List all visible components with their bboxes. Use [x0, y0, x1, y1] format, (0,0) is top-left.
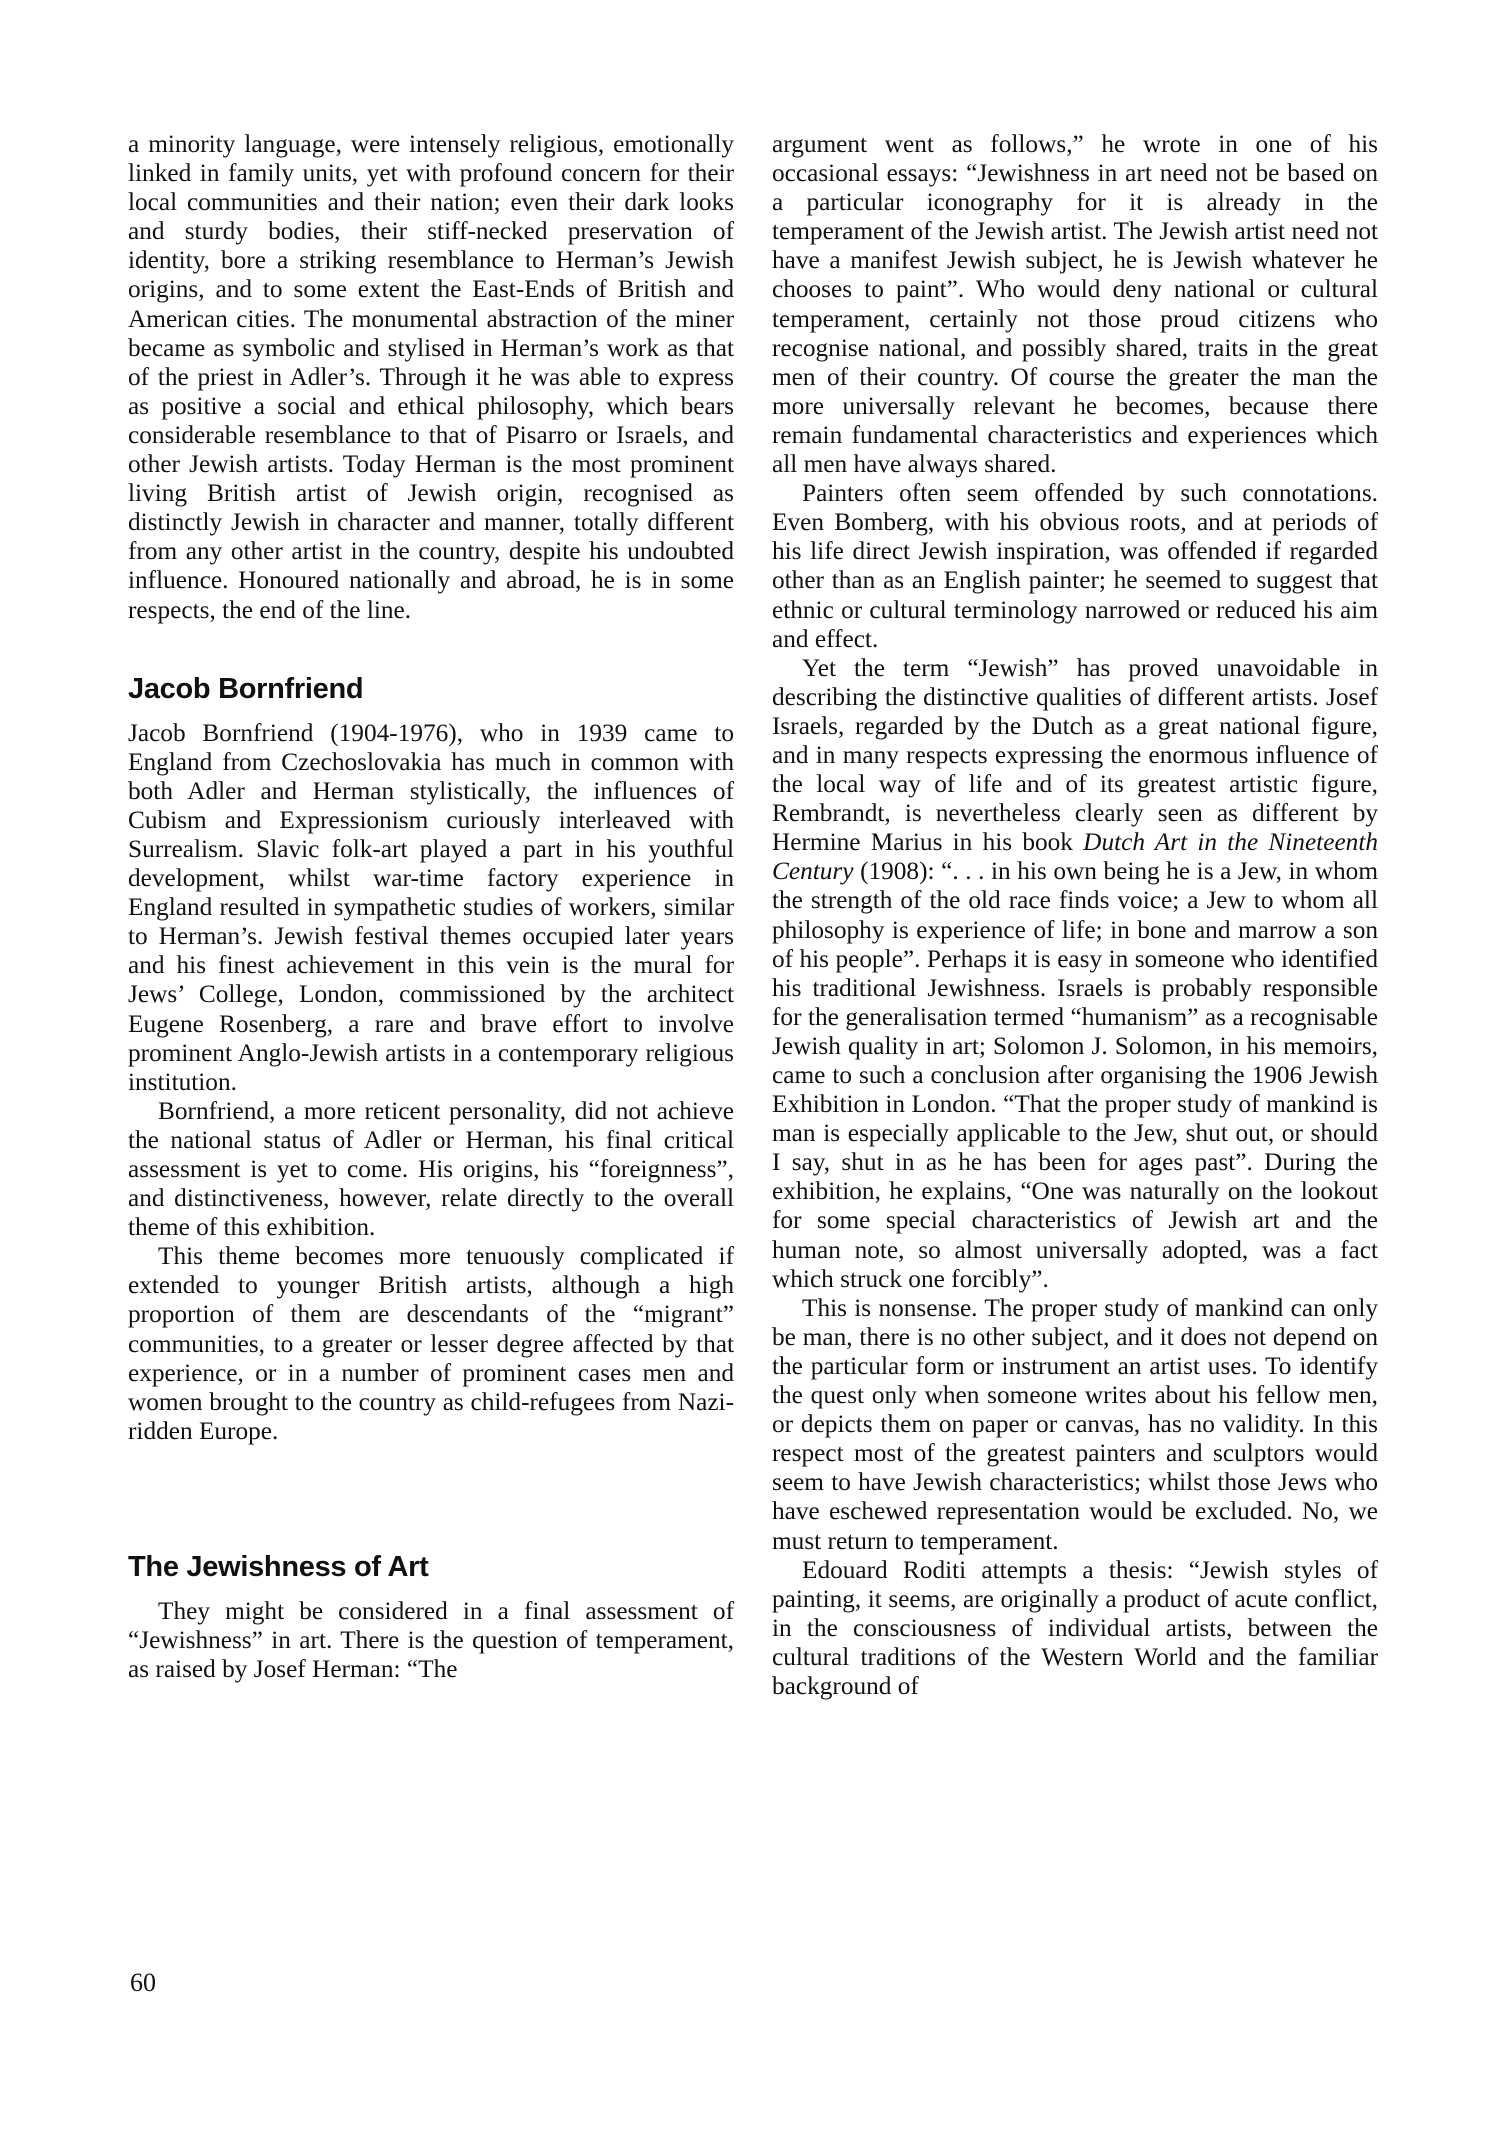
paragraph: a minority language, were intensely religious, emotionally linked in family units, yet with profound concern for their local communities and their nation; even their dark looks and sturdy bodies, their stiff-necked preservation of identity, bore a striking resemblance to Herman’s Jewish origins, and to some extent the East-Ends of British and American cities. The monumental abstraction of the miner became as symbolic and stylised in Herman’s work as that of the priest in Adler’s. Through it he was able to express as positive a social and ethical philosophy, which bears considerable resemblance to that of Pisarro or Israels, and other Jewish artists. Today Herman is the most prominent living British artist of Jewish origin, recognised as distinctly Jewish in character and manner, totally different from any other artist in the country, despite his undoubted influence. Honoured nationally and abroad, he is in some respects, the end of the line. — [128, 130, 734, 624]
right-column — [772, 130, 1378, 1701]
paragraph: Painters often seem offended by such connotations. Even Bomberg, with his obvious roots, and at periods of his life direct Jewish inspiration, was offended if regarded other than as an English painter; he seemed to suggest that ethnic or cultural terminology narrowed or reduced his aim and effect. — [772, 479, 1378, 653]
paragraph: This theme becomes more tenuously complicated if extended to younger British artists, although a high proportion of them are descendants of the “migrant” communities, to a greater or lesser degree affected by that experience, or in a number of prominent cases men and women brought to the country as child-refugees from Nazi-ridden Europe. — [128, 1242, 734, 1445]
paragraph: Jacob Bornfriend (1904-1976), who in 1939 came to England from Czechoslovakia has much in common with both Adler and Herman stylistically, the influences of Cubism and Expressionism curiously interleaved with Surrealism. Slavic folk-art played a part in his youthful development, whilst war-time factory experience in England resulted in sympathetic studies of workers, similar to Herman’s. Jewish festival themes occupied later years and his finest achievement in this vein is the mural for Jews’ College, London, commissioned by the architect Eugene Rosenberg, a rare and brave effort to involve prominent Anglo-Jewish artists in a contemporary religious institution. — [128, 718, 734, 1096]
section-heading-jacob-bornfriend: Jacob Bornfriend — [128, 672, 364, 705]
paragraph: argument went as follows,” he wrote in one of his occasional essays: “Jewishness in art need not be based on a particular iconography for it is already in the temperament of the Jewish artist. The Jewish artist need not have a manifest Jewish subject, he is Jewish whatever he chooses to paint”. Who would deny national or cultural temperament, certainly not those proud citizens who recognise national, and possibly shared, traits in the great men of their country. Of course the greater the man the more universally relevant he becomes, because there remain fundamental characteristics and experiences which all men have always shared. — [772, 130, 1378, 479]
paragraph: This is nonsense. The proper study of mankind can only be man, there is no other subject, and it does not depend on the particular form or instrument an artist uses. To identify the quest only when someone writes about his fellow men, or depicts them on paper or canvas, has no validity. In this respect most of the greatest painters and sculptors would seem to have Jewish characteristics; whilst those Jews who have eschewed representation would be excluded. No, we must return to temperament. — [772, 1293, 1378, 1555]
left-column — [128, 130, 734, 1684]
book-title: Dutch Art in the Nineteenth Century — [772, 828, 1378, 886]
paragraph-text: Yet the term “Jewish” has proved unavoidable in describing the distinctive qualities of different artists. Josef Israels, regarded by the Dutch as a great national figure, and in many respects expressing the enormous influence of the local way of life and of its greatest artistic figure, Rembrandt, is nevertheless clearly seen as different by Hermine Marius in his book — [772, 653, 1378, 857]
page-number: 60 — [130, 1968, 156, 1997]
paragraph-text: (1908): “. . . in his own being he is a Jew, in whom the strength of the old race finds voice; a Jew to whom all philosophy is experience of life; in bone and marrow a son of his people”. Perhaps it is easy in someone who identified his traditional Jewishness. Israels is probably responsible for the generalisation termed “humanism” as a recognisable Jewish quality in art; Solomon J. Solomon, in his memoirs, came to such a conclusion after organising the 1906 Jewish Exhibition in London. “That the proper study of mankind is man is especially applicable to the Jew, shut out, or should I say, shut in as he has been for ages past”. During the exhibition, he explains, “One was naturally on the lookout for some special characteristics of Jewish art and the human note, so almost universally adopted, was a fact which struck one forcibly”. — [772, 857, 1378, 1293]
paragraph: Edouard Roditi attempts a thesis: “Jewish styles of painting, it seems, are originally a product of acute conflict, in the consciousness of individual artists, between the cultural traditions of the Western World and the familiar background of — [772, 1555, 1378, 1700]
paragraph: Bornfriend, a more reticent personality, did not achieve the national status of Adler or Herman, his final critical assessment is yet to come. His origins, his “foreignness”, and distinctiveness, however, relate directly to the overall theme of this exhibition. — [128, 1096, 734, 1242]
section-heading-jewishness-of-art: The Jewishness of Art — [128, 1550, 429, 1583]
paragraph: They might be considered in a final assessment of “Jewishness” in art. There is the question of temperament, as raised by Josef Herman: “The — [128, 1596, 734, 1684]
paragraph — [772, 654, 1378, 1294]
